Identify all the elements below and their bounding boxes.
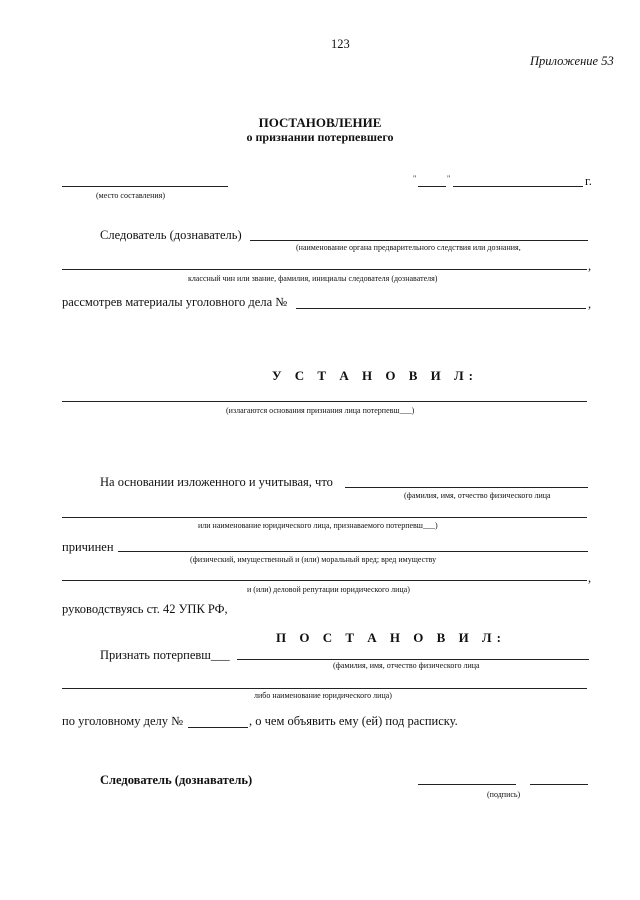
person-caption1: (фамилия, имя, отчество физического лица — [404, 491, 551, 500]
investigator-label: Следователь (дознаватель) — [100, 228, 242, 242]
harm-line2 — [62, 580, 587, 581]
victim-caption2: либо наименование юридического лица) — [254, 691, 392, 700]
grounds-line — [62, 401, 587, 402]
harm-caption2: и (или) деловой репутации юридического лица) — [247, 585, 410, 594]
case-number-line — [296, 308, 586, 309]
victim-line1 — [237, 659, 589, 660]
signature-caption: (подпись) — [487, 790, 521, 799]
resolved-heading: П О С Т А Н О В И Л: — [276, 630, 506, 645]
caused-label: причинен — [62, 540, 114, 554]
victim-line2 — [62, 688, 587, 689]
case-comma: , — [588, 297, 592, 311]
date-quote-open: " — [413, 174, 417, 183]
recognize-label: Признать потерпевш___ — [100, 648, 230, 662]
harm-comma: , — [588, 571, 592, 585]
investigator-comma: , — [588, 259, 592, 273]
document-subtitle: о признании потерпевшего — [246, 130, 394, 144]
victim-caption1: (фамилия, имя, отчество физического лица — [333, 661, 480, 670]
place-caption: (место составления) — [96, 191, 165, 200]
criminal-case-suffix: , о чем объявить ему (ей) под расписку. — [249, 714, 458, 728]
appendix-label: Приложение 53 — [530, 54, 614, 68]
investigator-line2 — [62, 269, 587, 270]
investigator-line1 — [250, 240, 588, 241]
person-caption2: или наименование юридического лица, признаваемого потерпевш___) — [198, 521, 438, 530]
based-on-label: На основании изложенного и учитывая, что — [100, 475, 333, 489]
person-line1 — [345, 487, 588, 488]
date-day-line — [418, 186, 446, 187]
criminal-case-number-line — [188, 727, 248, 728]
guided-by-text: руководствуясь ст. 42 УПК РФ, — [62, 602, 228, 616]
established-heading: У С Т А Н О В И Л: — [272, 368, 479, 383]
case-materials-label: рассмотрев материалы уголовного дела № — [62, 295, 288, 309]
date-year-suffix: г. — [585, 174, 592, 188]
criminal-case-prefix: по уголовному делу № — [62, 714, 184, 728]
harm-caption1: (физический, имущественный и (или) моральный вред; вред имуществу — [190, 555, 437, 564]
date-quote-close: " — [447, 174, 451, 183]
place-line — [62, 186, 228, 187]
date-month-line — [453, 186, 583, 187]
signature-line — [418, 784, 516, 785]
document-title: ПОСТАНОВЛЕНИЕ — [258, 115, 382, 130]
grounds-caption: (излагаются основания признания лица потерпевш___) — [226, 406, 415, 415]
signature-label: Следователь (дознаватель) — [100, 773, 253, 787]
harm-line1 — [118, 551, 588, 552]
investigator-caption1: (наименование органа предварительного следствия или дознания, — [296, 243, 521, 252]
person-line2 — [62, 517, 587, 518]
investigator-caption2: классный чин или звание, фамилия, инициалы следователя (дознавателя) — [188, 274, 438, 283]
page-number: 123 — [331, 37, 350, 51]
signature-name-line — [530, 784, 588, 785]
